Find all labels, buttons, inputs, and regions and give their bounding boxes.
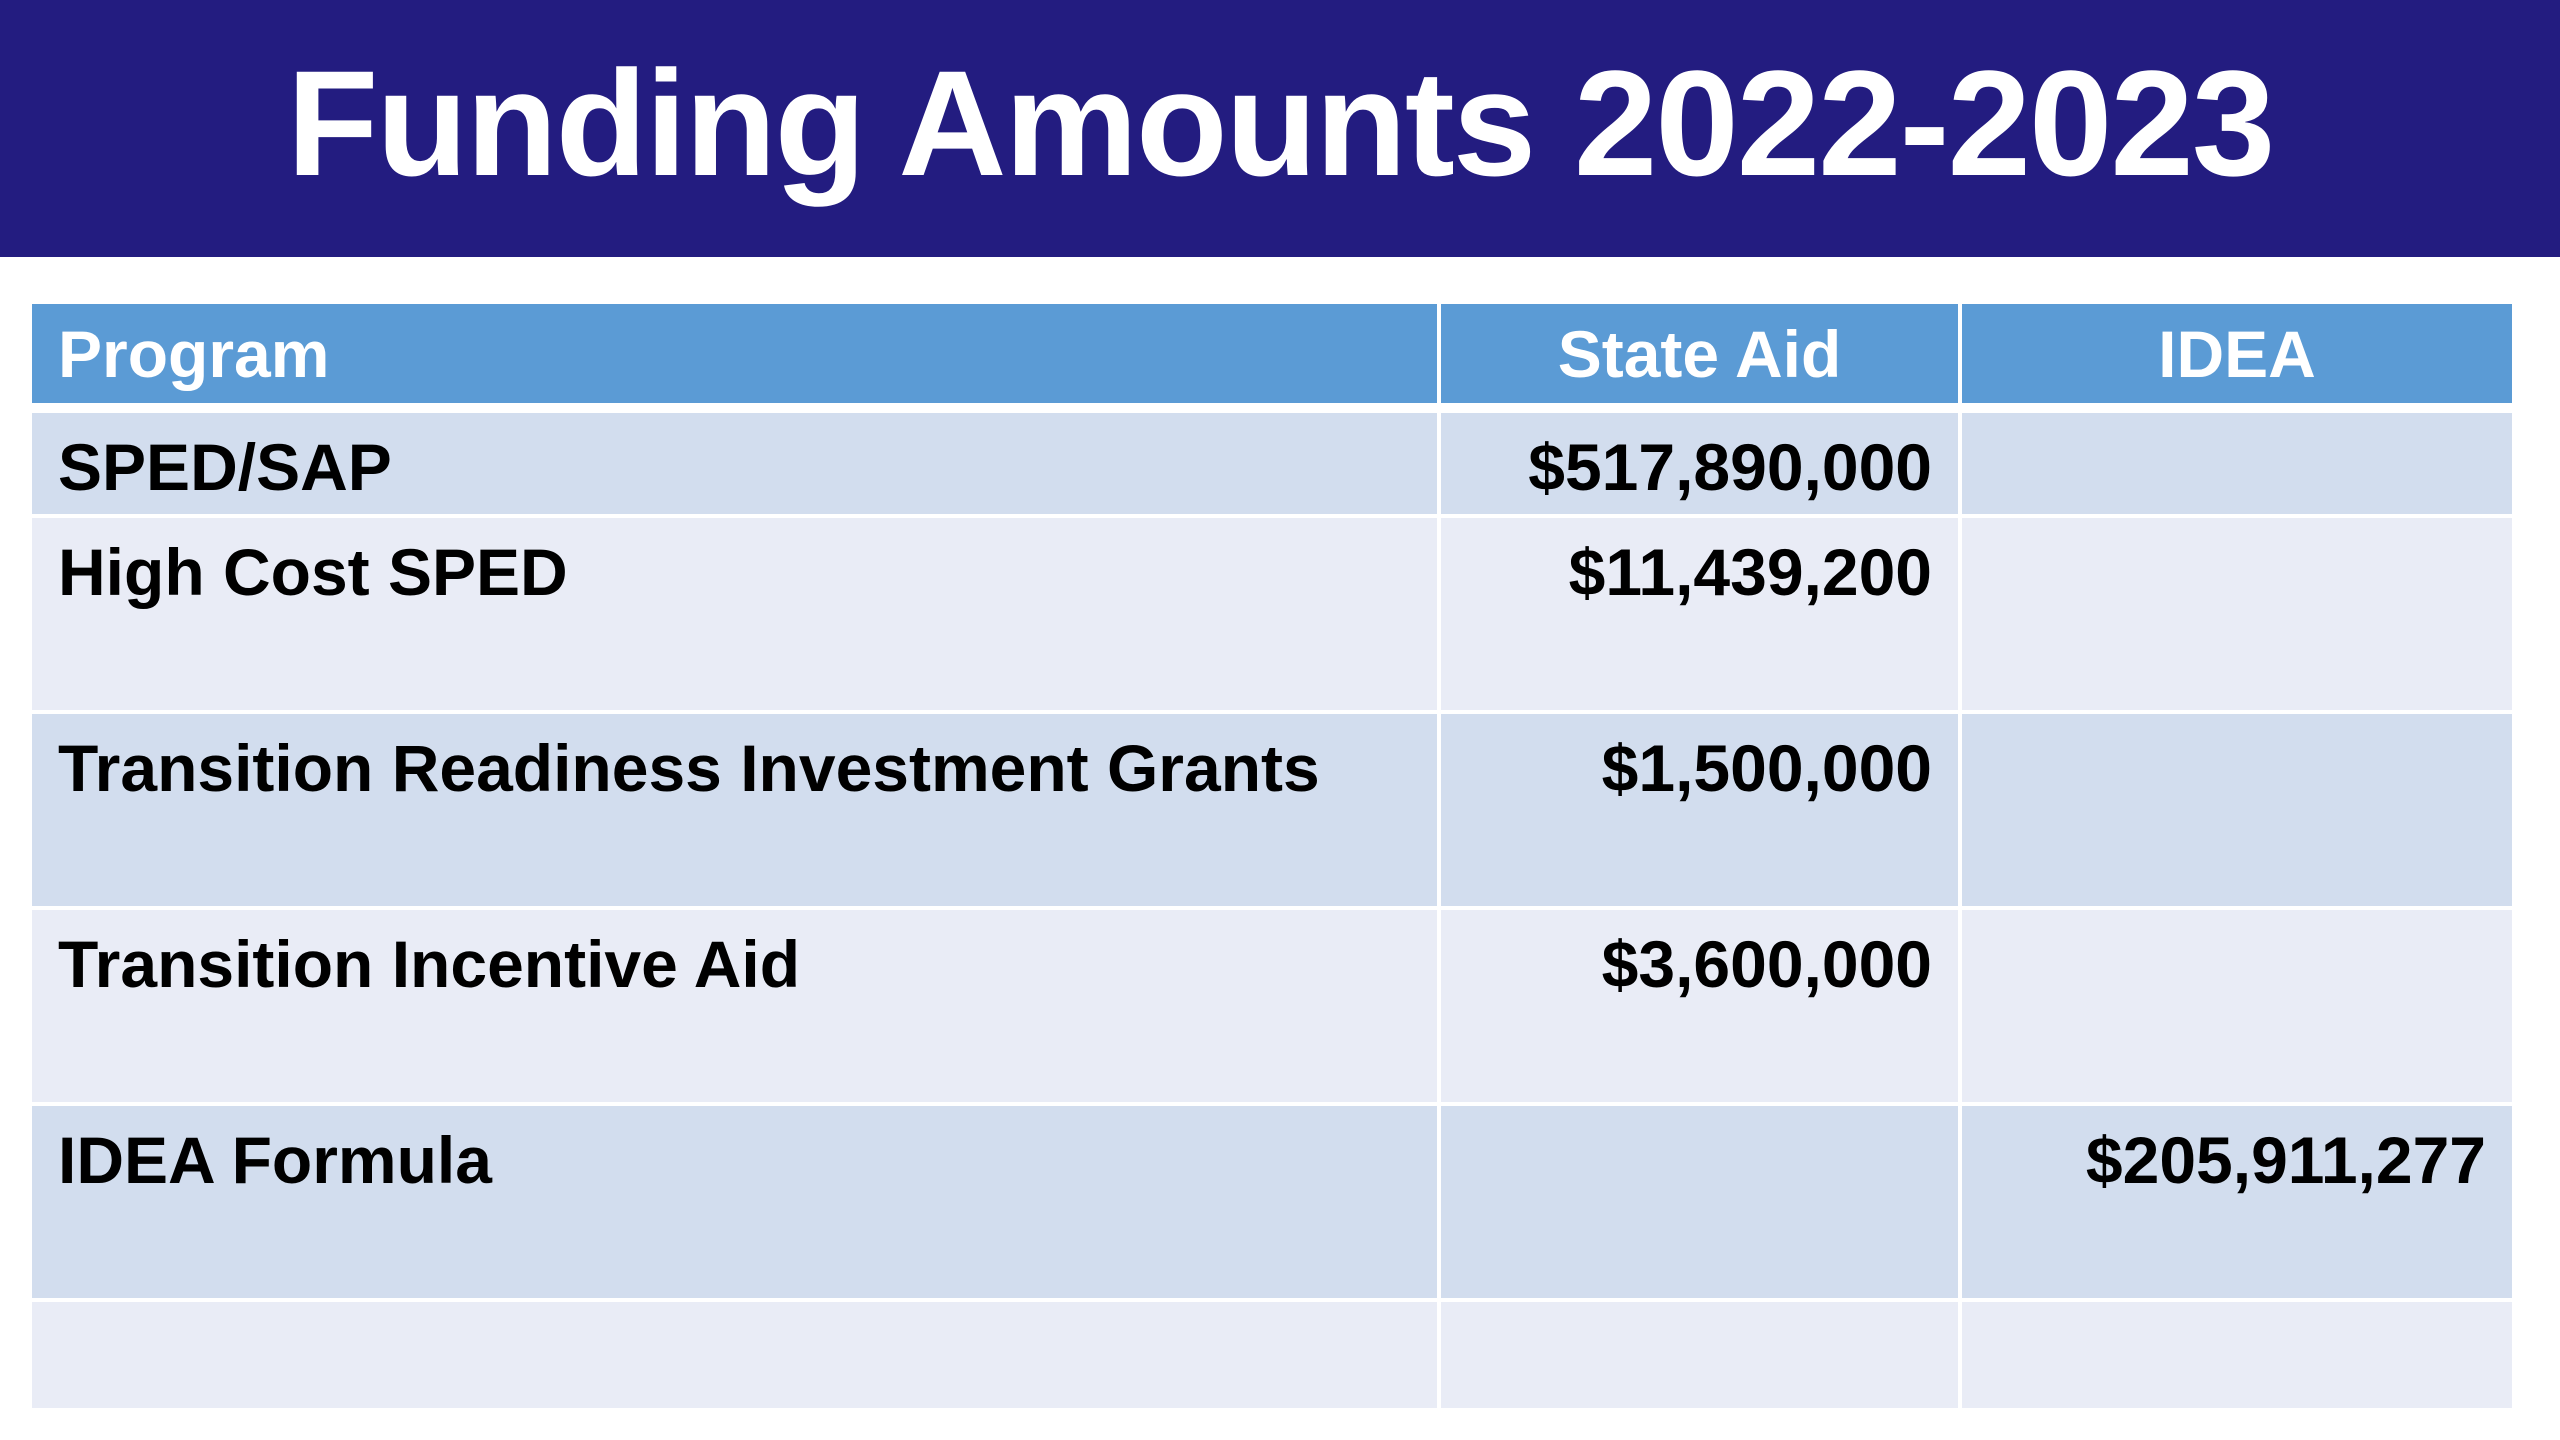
state-aid-cell: $3,600,000 xyxy=(1439,908,1960,1104)
table-row xyxy=(32,1300,2512,1408)
table-header-row xyxy=(32,304,2512,408)
header-state-aid: State Aid xyxy=(1439,304,1960,408)
program-cell: Transition Readiness Investment Grants xyxy=(32,712,1439,908)
program-cell: SPED/SAP xyxy=(32,408,1439,516)
table-row xyxy=(32,908,2512,1104)
table-row xyxy=(32,712,2512,908)
table-row xyxy=(32,1104,2512,1300)
program-cell: High Cost SPED xyxy=(32,516,1439,712)
state-aid-cell xyxy=(1439,1300,1960,1408)
table-row xyxy=(32,408,2512,516)
idea-cell xyxy=(1960,1300,2512,1408)
state-aid-cell: $1,500,000 xyxy=(1439,712,1960,908)
idea-cell: $205,911,277 xyxy=(1960,1104,2512,1300)
idea-cell xyxy=(1960,712,2512,908)
program-cell: Transition Incentive Aid xyxy=(32,908,1439,1104)
idea-cell xyxy=(1960,908,2512,1104)
state-aid-cell: $11,439,200 xyxy=(1439,516,1960,712)
state-aid-cell xyxy=(1439,1104,1960,1300)
funding-table xyxy=(32,304,2512,1408)
program-cell xyxy=(32,1300,1439,1408)
program-cell: IDEA Formula xyxy=(32,1104,1439,1300)
idea-cell xyxy=(1960,516,2512,712)
title-banner xyxy=(0,0,2560,257)
page-title: Funding Amounts 2022-2023 xyxy=(286,38,2274,207)
header-idea: IDEA xyxy=(1960,304,2512,408)
header-program: Program xyxy=(32,304,1439,408)
table-row xyxy=(32,516,2512,712)
state-aid-cell: $517,890,000 xyxy=(1439,408,1960,516)
idea-cell xyxy=(1960,408,2512,516)
